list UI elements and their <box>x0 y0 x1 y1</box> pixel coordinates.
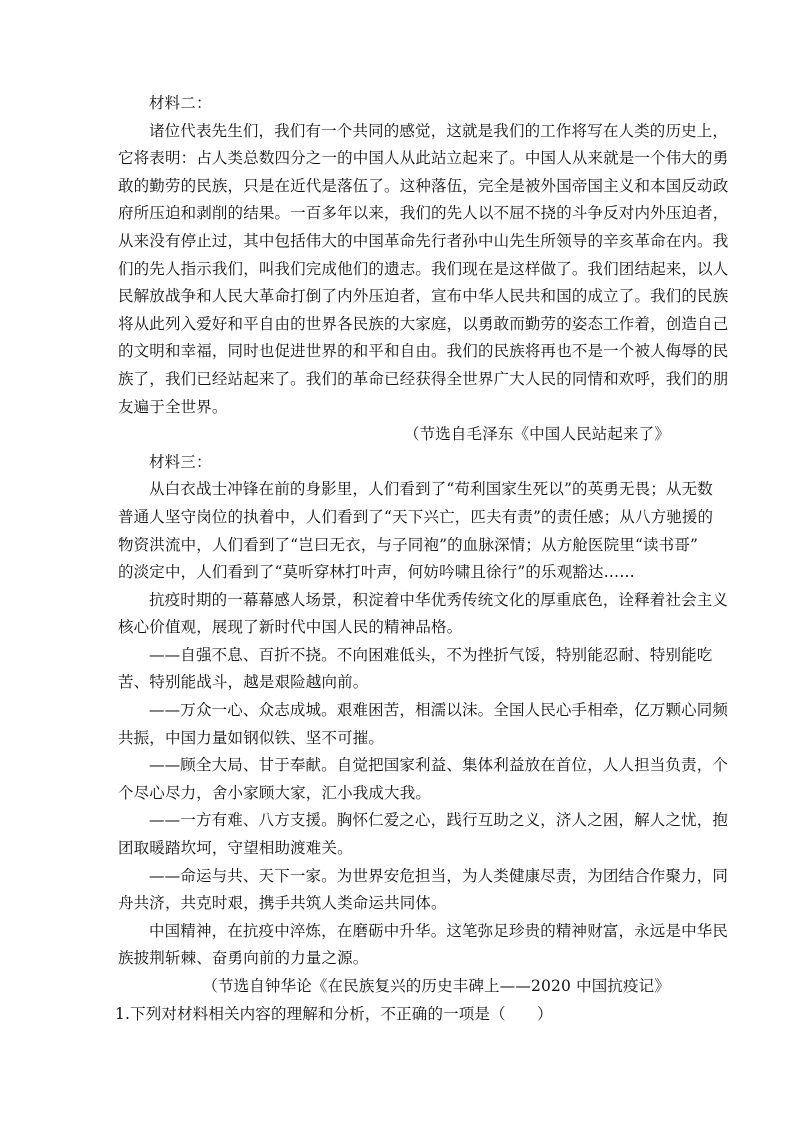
paragraph-line: 共振，中国力量如钢似铁、坚不可摧。 <box>118 728 385 747</box>
paragraph-line: 府所压迫和剥削的结果。一百多年以来，我们的先人以不屈不挠的斗争反对内外压迫者， <box>118 204 729 223</box>
paragraph-line: 个尽心尽力，舍小家顾大家，汇小我成大我。 <box>118 783 432 802</box>
paragraph-line: 它将表明：占人类总数四分之一的中国人从此站立起来了。中国人从来就是一个伟大的勇 <box>118 149 729 168</box>
spirit-item-3 <box>118 752 729 807</box>
paragraph-line: 抗疫时期的一幕幕感人场景，积淀着中华优秀传统文化的厚重底色，诠释着社会主义 <box>149 590 729 609</box>
material-3-source: （节选自钟华论《在民族复兴的历史丰碑上——2020 中国抗疫记》 <box>202 977 670 995</box>
paragraph-line: ——命运与共、天下一家。为世界安危担当，为人类健康尽责，为团结合作聚力，同 <box>149 866 729 885</box>
spirit-item-2 <box>118 697 729 752</box>
material-3-heading: 材料三： <box>149 452 212 471</box>
paragraph-line: 将从此列入爱好和平自由的世界各民族的大家庭，以勇敢而勤劳的姿态工作着，创造自己 <box>118 314 729 333</box>
material-2-source: （节选自毛泽东《中国人民站起来了》 <box>403 425 670 444</box>
material-2-heading: 材料二： <box>149 94 212 112</box>
material-3-paragraph-3 <box>118 918 729 973</box>
paragraph-line: 的文明和幸福，同时也促进世界的和平和自由。我们的民族将再也不是一个被人侮辱的民 <box>118 342 729 361</box>
paragraph-line: 敢的勤劳的民族，只是在近代是落伍了。这种落伍，完全是被外国帝国主义和本国反动政 <box>118 176 729 195</box>
paragraph-line: 团取暖踏坎坷，守望相助渡难关。 <box>118 839 353 858</box>
paragraph-line: 诸位代表先生们，我们有一个共同的感觉，这就是我们的工作将写在人类的历史上， <box>149 121 729 140</box>
paragraph-line: 普通人坚守岗位的执着中，人们看到了“天下兴亡，匹夫有责”的责任感；从八方驰援的 <box>118 507 714 526</box>
material-2-paragraph <box>118 118 729 422</box>
paragraph-line: 从来没有停止过，其中包括伟大的中国革命先行者孙中山先生所领导的辛亥革命在内。我 <box>118 231 729 250</box>
material-3-paragraph-1 <box>118 476 714 586</box>
spirit-item-1 <box>118 642 713 697</box>
material-3-paragraph-2 <box>118 587 729 642</box>
paragraph-line: ——顾全大局、甘于奉献。自觉把国家利益、集体利益放在首位，人人担当负责，个 <box>149 756 729 775</box>
spirit-item-5 <box>118 863 729 918</box>
paragraph-line: ——万众一心、众志成城。艰难困苦，相濡以沫。全国人民心手相牵，亿万颗心同频 <box>149 701 729 720</box>
paragraph-line: 族披荆斩棘、奋勇向前的力量之源。 <box>118 949 369 968</box>
paragraph-line: ——一方有难、八方支援。胸怀仁爱之心，践行互助之义，济人之困，解人之忧，抱 <box>149 811 729 830</box>
paragraph-line: 从白衣战士冲锋在前的身影里，人们看到了“苟利国家生死以”的英勇无畏；从无数 <box>149 480 713 499</box>
paragraph-line: 族了，我们已经站起来了。我们的革命已经获得全世界广大人民的同情和欢呼，我们的朋 <box>118 369 729 388</box>
paragraph-line: 物资洪流中，人们看到了“岂曰无衣，与子同袍”的血脉深情；从方舱医院里“读书哥” <box>118 535 699 554</box>
question-1: 1.下列对材料相关内容的理解和分析，不正确的一项是（ ） <box>115 1004 553 1023</box>
paragraph-line: 的淡定中，人们看到了“莫听穿林打叶声，何妨吟啸且徐行”的乐观豁达…… <box>118 563 635 582</box>
spirit-item-4 <box>118 807 729 862</box>
paragraph-line: 们的先人指示我们，叫我们完成他们的遗志。我们现在是这样做了。我们团结起来，以人 <box>118 259 729 278</box>
paragraph-line: 苦、特别能战斗，越是艰险越向前。 <box>118 673 369 692</box>
paragraph-line: 舟共济，共克时艰，携手共筑人类命运共同体。 <box>118 894 447 913</box>
paragraph-line: 民解放战争和人民大革命打倒了内外压迫者，宣布中华人民共和国的成立了。我们的民族 <box>118 287 729 306</box>
paragraph-line: 友遍于全世界。 <box>118 397 228 416</box>
document-page <box>115 90 729 1028</box>
paragraph-line: 中国精神，在抗疫中淬炼，在磨砺中升华。这笔弥足珍贵的精神财富，永远是中华民 <box>149 921 729 940</box>
paragraph-line: 核心价值观，展现了新时代中国人民的精神品格。 <box>118 618 463 637</box>
paragraph-line: ——自强不息、百折不挠。不向困难低头，不为挫折气馁，特别能忍耐、特别能吃 <box>149 645 713 664</box>
